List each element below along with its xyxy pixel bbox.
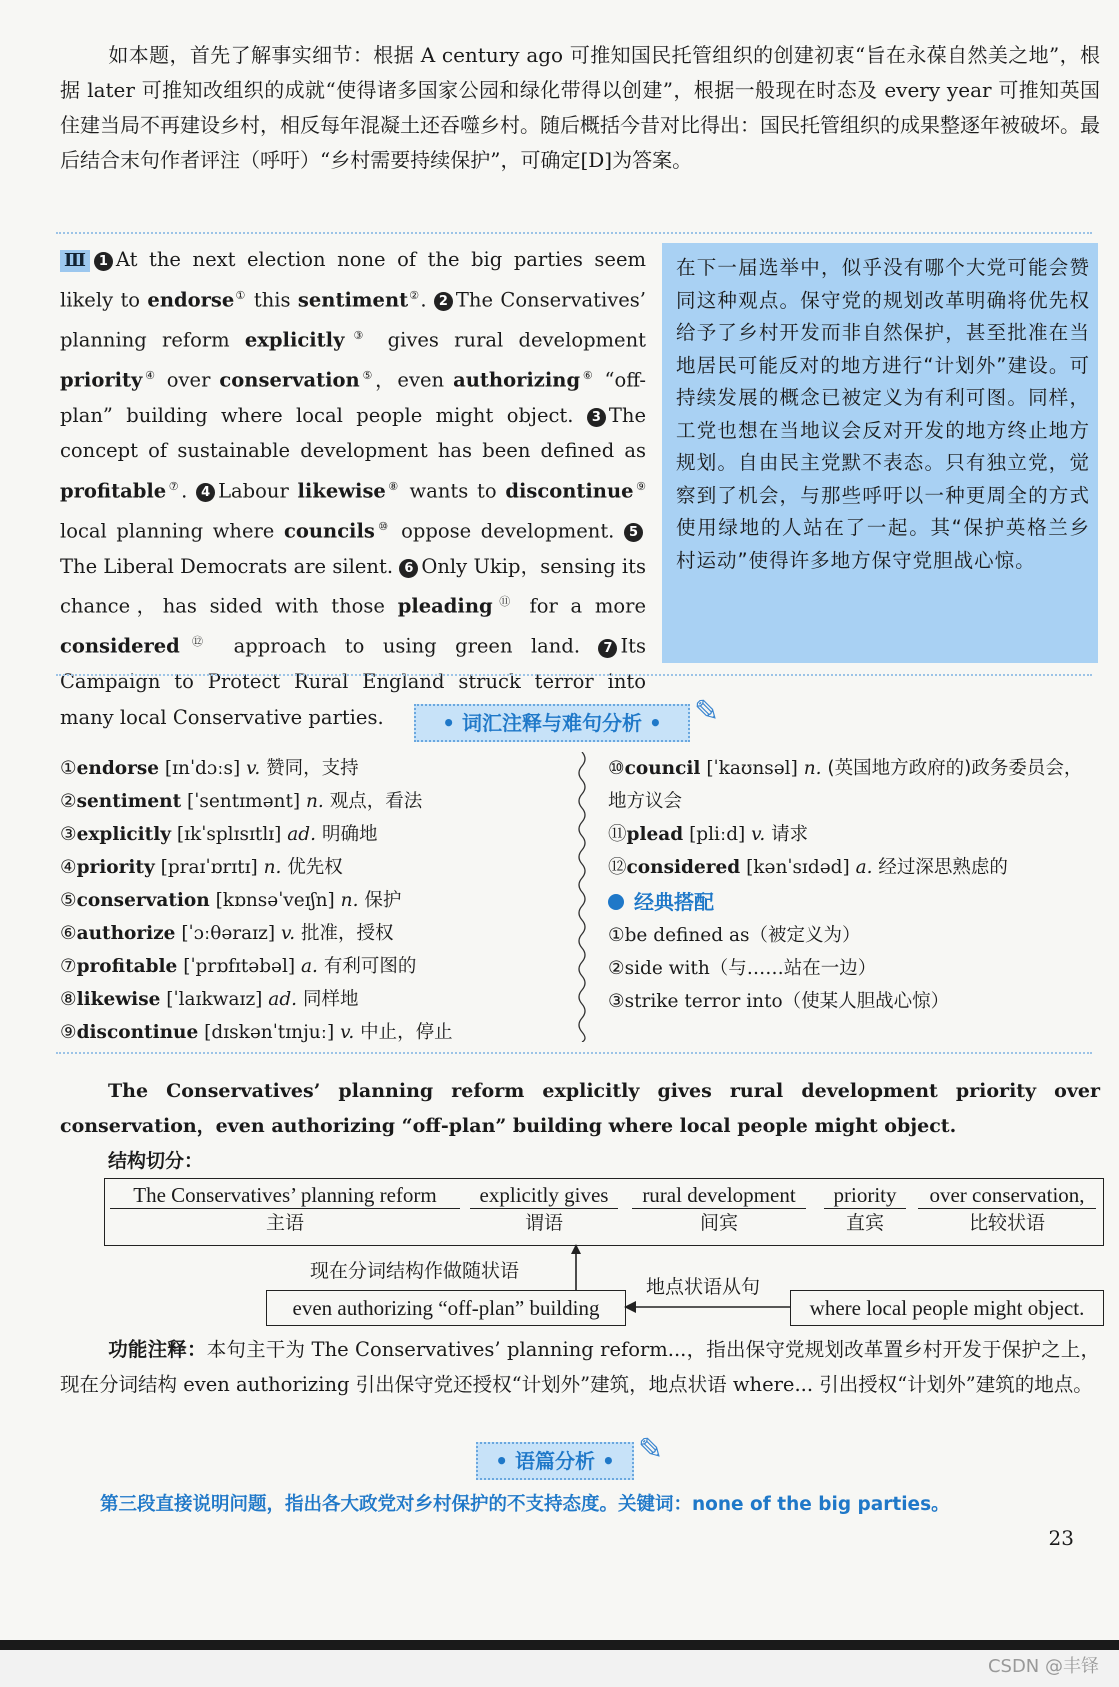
vocab-word: likewise — [297, 479, 386, 502]
arrow-left-icon — [624, 1298, 790, 1316]
collocation-item: ②side with（与……站在一边） — [608, 958, 877, 979]
sentence-marker: 7 — [598, 639, 617, 658]
divider — [56, 232, 1092, 234]
vocab-item: ⑩council [ˈkaʊnsəl] n. (英国地方政府的)政务委员会，地方议会 — [608, 758, 1083, 812]
key-sentence: The Conservatives’ planning reform explicitly gives rural development priority over conservation，even authorizing “off-plan” building where local people might object. — [60, 1080, 1100, 1137]
direct-object-segment: priority 直宾 — [824, 1183, 906, 1237]
watermark: CSDN @丰铎 — [987, 1656, 1099, 1677]
discourse-text: 第三段直接说明问题，指出各大政党对乡村保护的不支持态度。关键词：none of the big parties。 — [100, 1494, 950, 1515]
sentence-marker: 4 — [196, 483, 215, 502]
sentence-marker: 1 — [94, 252, 113, 271]
collocation-item: ③strike terror into（使某人胆战心惊） — [608, 991, 950, 1012]
collocation-item: ①be defined as（被定义为） — [608, 925, 861, 946]
vocab-item: ⑤conservation [kɒnsəˈveɪʃn] n. 保护 — [60, 890, 402, 911]
vocab-word: considered — [60, 634, 180, 658]
sentence-marker: 2 — [434, 292, 453, 311]
vocab-word: profitable — [60, 479, 167, 502]
structure-label: 结构切分： — [108, 1150, 204, 1172]
arrow-up-icon — [568, 1244, 584, 1290]
vocab-word: authorizing — [453, 368, 581, 391]
participle-box: even authorizing “off-plan” building — [266, 1290, 626, 1326]
divider — [56, 674, 1092, 676]
vocab-word: conservation — [219, 368, 360, 391]
collocation-title: 经典搭配 — [608, 886, 1098, 919]
vocab-item: ⑥authorize [ˈɔːθəraɪz] v. 批准，授权 — [60, 923, 394, 944]
sentence-marker: 5 — [624, 523, 643, 542]
vocab-list-right — [608, 752, 1098, 1018]
wavy-divider — [575, 752, 589, 1042]
vocab-word: sentiment — [297, 288, 409, 311]
vocab-item: ⑦profitable [ˈprɒfɪtəbəl] a. 有利可图的 — [60, 956, 417, 977]
vocab-item: ⑪plead [pliːd] v. 请求 — [608, 824, 809, 845]
vocab-word: priority — [60, 368, 143, 391]
vocab-item: ④priority [praɪˈɒrɪtɪ] n. 优先权 — [60, 857, 343, 878]
subject-segment: The Conservatives’ planning reform 主语 — [110, 1183, 460, 1237]
indirect-object-segment: rural development 间宾 — [632, 1183, 806, 1237]
vocab-item: ③explicitly [ɪkˈsplɪsɪtlɪ] ad. 明确地 — [60, 824, 378, 845]
paragraph-roman-numeral: Ⅲ — [60, 250, 90, 272]
page-number: 23 — [1048, 1526, 1074, 1550]
vocab-item: ⑧likewise [ˈlaɪkwaɪz] ad. 同样地 — [60, 989, 359, 1010]
passage-english: Ⅲ 1 At the next election none of the big parties seem likely to endorse① this sentiment②. 2 The Conservatives’ planning reform explicitly③ gives rural development priority④ over conservation⑤，even authorizing⑥ “off-plan” building where local people might object. 3 The concept of sustainable development has been defined as profitable⑦. 4 Labour likewise⑧ wants to discontinue⑨ local planning where councils⑩ oppose development. 5The Liberal Democrats are silent. 6 Only Ukip，sensing its chance，has sided with those pleading⑪ for a more considered⑫ approach to using green land. 7 Its Campaign to Protect Rural England struck terror into many local Conservative parties. — [60, 248, 647, 729]
vocab-word: discontinue — [505, 479, 634, 502]
sentence-marker: 6 — [399, 559, 418, 578]
intro-text: 如本题，首先了解事实细节：根据 A century ago 可推知国民托管组织的创建初衷“旨在永葆自然美之地”，根据 later 可推知改组织的成就“使得诸多国家公园和绿化带得以创建”，根据一般现在时态及 every year 可推知英国住建当局不再建设乡村，相反每年混凝土还吞噬乡村。随后概括今昔对比得出：国民托管组织的成果整逐年被破坏。最后结合末句作者评注（呼吁）“乡村需要持续保护”，可确定[D]为答案。 — [60, 43, 1100, 172]
vocab-section-header: • 词汇注释与难句分析 • — [414, 704, 690, 742]
vocab-list-left — [60, 752, 570, 1049]
function-note: 功能注释：本句主干为 The Conservatives’ planning reform...，指出保守党规划改革置乡村开发于保护之上，现在分词结构 even authorizing 引出保守党还授权“计划外”建筑，地点状语 where... 引出授权“计划外”建筑的地点。 — [60, 1338, 1100, 1396]
bullet-icon — [608, 894, 624, 910]
intro-paragraph — [60, 38, 1100, 178]
vocab-word: explicitly — [244, 328, 345, 351]
main-clause-box — [104, 1178, 1104, 1246]
pen-icon: ✎ — [694, 694, 720, 729]
predicate-segment: explicitly gives 谓语 — [470, 1183, 618, 1237]
pen-icon: ✎ — [638, 1432, 664, 1467]
vocab-word: councils — [283, 519, 375, 542]
clause-note: 地点状语从句 — [646, 1276, 761, 1298]
divider — [56, 1052, 1092, 1054]
translation-text: 在下一届选举中，似乎没有哪个大党可能会赞同这种观点。保守党的规划改革明确将优先权给予了乡村开发而非自然保护，甚至批准在当地居民可能反对的地方进行“计划外”建设。可持续发展的概念已被定义为有利可图。同样，工党也想在当地议会反对开发的地方终止地方规划。自由民主党默不表态。只有独立党，觉察到了机会，与那些呼吁以一种更周全的方式使用绿地的人站在了一起。其“保护英格兰乡村运动”使得许多地方保守党胆战心惊。 — [676, 256, 1090, 572]
sentence-marker: 3 — [587, 408, 606, 427]
vocab-item: ⑫considered [kənˈsɪdəd] a. 经过深思熟虑的 — [608, 857, 1008, 878]
vocab-item: ②sentiment [ˈsentɪmənt] n. 观点，看法 — [60, 791, 423, 812]
dark-bar — [0, 1640, 1119, 1650]
comparison-adverbial-segment: over conservation, 比较状语 — [918, 1183, 1096, 1237]
vocab-word: pleading — [397, 594, 493, 618]
clause-box: where local people might object. — [790, 1290, 1104, 1326]
vocab-item: ⑨discontinue [dɪskənˈtɪnjuː] v. 中止，停止 — [60, 1022, 453, 1043]
vocab-item: ①endorse [ɪnˈdɔːs] v. 赞同，支持 — [60, 758, 359, 779]
discourse-section-header: • 语篇分析 • — [476, 1442, 634, 1480]
vocab-word: endorse — [147, 288, 235, 311]
participle-note: 现在分词结构作做随状语 — [310, 1260, 520, 1282]
